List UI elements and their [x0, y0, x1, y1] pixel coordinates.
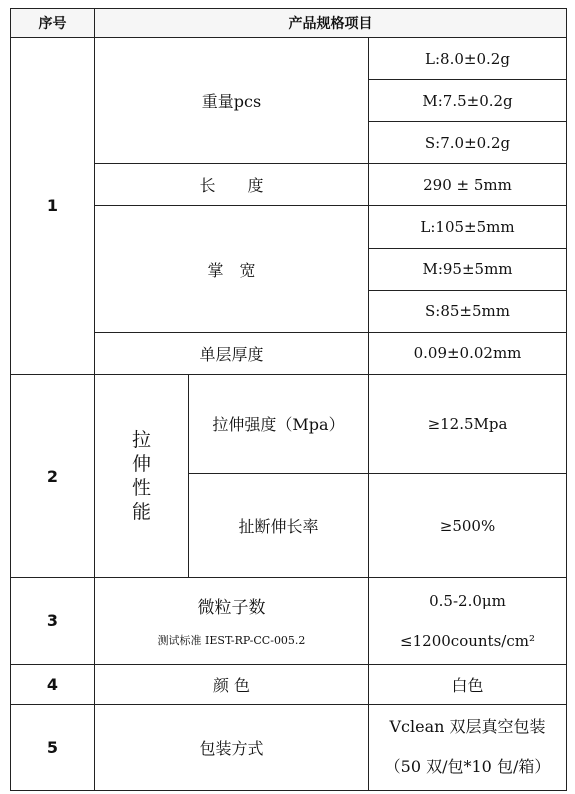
table-row — [11, 578, 567, 664]
particle-label: 微粒子数 — [197, 598, 266, 619]
table-row — [11, 704, 567, 790]
weight-m: M:7.5±0.2g — [369, 80, 567, 122]
row-no-5: 5 — [11, 704, 95, 790]
row-no-3: 3 — [11, 578, 95, 664]
header-no: 序号 — [11, 9, 95, 38]
packaging-value-2: （50 双/包*10 包/箱） — [384, 757, 551, 777]
table-row — [11, 664, 567, 704]
palm-m: M:95±5mm — [369, 248, 567, 290]
palm-l: L:105±5mm — [369, 206, 567, 248]
color-label: 颜 色 — [95, 664, 369, 704]
thickness-value: 0.09±0.02mm — [369, 332, 567, 374]
tensile-group-label: 拉伸性能 — [132, 429, 152, 524]
particle-standard: 测试标准 IEST-RP-CC-005.2 — [157, 634, 306, 648]
tensile-value: ≥12.5Mpa — [369, 374, 567, 473]
tensile-group — [95, 374, 189, 578]
header-item: 产品规格项目 — [95, 9, 567, 38]
weight-l: L:8.0±0.2g — [369, 38, 567, 80]
row-no-4: 4 — [11, 664, 95, 704]
particle-value-2: ≤1200counts/cm² — [400, 631, 535, 650]
particle-cell — [95, 578, 369, 664]
tensile-label: 拉伸强度（Mpa） — [189, 374, 369, 473]
table-row — [11, 38, 567, 80]
packaging-value-1: Vclean 双层真空包装 — [389, 717, 546, 737]
length-label: 长 度 — [95, 164, 369, 206]
table-row — [11, 374, 567, 473]
elongation-label: 扯断伸长率 — [189, 474, 369, 578]
color-value: 白色 — [369, 664, 567, 704]
table-row — [11, 332, 567, 374]
packaging-values — [369, 704, 567, 790]
length-value: 290 ± 5mm — [369, 164, 567, 206]
table-row — [11, 206, 567, 248]
weight-s: S:7.0±0.2g — [369, 122, 567, 164]
particle-values — [369, 578, 567, 664]
row-no-2: 2 — [11, 374, 95, 578]
particle-value-1: 0.5-2.0μm — [429, 591, 506, 610]
palm-s: S:85±5mm — [369, 290, 567, 332]
thickness-label: 单层厚度 — [95, 332, 369, 374]
packaging-label: 包装方式 — [95, 704, 369, 790]
elongation-value: ≥500% — [369, 474, 567, 578]
spec-table — [10, 8, 567, 791]
palm-label: 掌 宽 — [95, 206, 369, 332]
table-row — [11, 164, 567, 206]
header-row — [11, 9, 567, 38]
row-no-1: 1 — [11, 38, 95, 375]
weight-label: 重量pcs — [95, 38, 369, 164]
